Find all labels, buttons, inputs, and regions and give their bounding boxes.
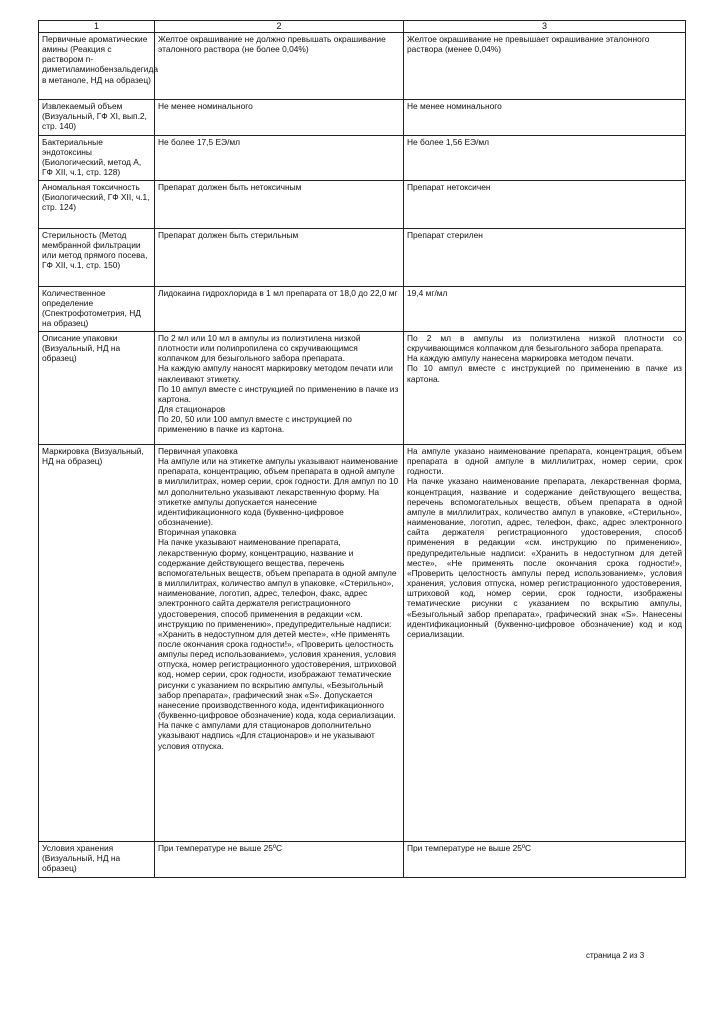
result-cell: Желтое окрашивание не превышает окрашивание эталонного раствора (менее 0,04%) bbox=[404, 33, 686, 100]
parameter-cell: Аномальная токсичность (Биологический, ГФ XII, ч.1, стр. 124) bbox=[39, 181, 155, 229]
norm-cell: Не менее номинального bbox=[155, 100, 404, 136]
column-header-3: 3 bbox=[404, 21, 686, 33]
table-row bbox=[39, 229, 686, 287]
result-cell: Препарат нетоксичен bbox=[404, 181, 686, 229]
norm-cell: Препарат должен быть стерильным bbox=[155, 229, 404, 287]
result-cell: 19,4 мг/мл bbox=[404, 287, 686, 332]
result-cell: На ампуле указано наименование препарата, концентрация, объем препарата в одной ампуле в миллилитрах, номер серии, срок годности. На пачке указано наименование препарата, лекарственная форма, концентрация, название и содержание действующего вещества, перечень вспомогательных веществ, объем препарата в одной ампуле в миллилитрах, количество ампул в упаковке, «Стерильно», наименование, логотип, адрес, телефон, факс, адрес электронного сайта держателя регистрационного удостоверения, способ применения в редакции «см. инструкцию по применению», предупредительные надписи: «Хранить в недоступном для детей месте», «Не применять после окончания срока годности!», «Проверить целостность ампулы перед использованием», условия хранения, условия отпуска, номер регистрационного удостоверения, штриховой код, номер серии, срок годности, изображены тематические рисунки с указанием по вскрытию ампулы, «Безыгольный забор препарата», графический знак «S». Нанесены идентификационный (буквенно-цифровое обозначение) код и код сериализации. bbox=[404, 445, 686, 842]
result-cell: По 2 мл в ампулы из полиэтилена низкой плотности со скручивающимся колпачком для безыгольного забора препарата. На каждую ампулу нанесена маркировка методом печати. По 10 ампул вместе с инструкцией по применению в пачке из картона. bbox=[404, 332, 686, 445]
table-row bbox=[39, 136, 686, 181]
result-cell: Не менее номинального bbox=[404, 100, 686, 136]
parameter-cell: Первичные ароматические амины (Реакция с раствором n-диметиламинобензальдегида в метаноле, НД на образец) bbox=[39, 33, 155, 100]
table-header-row bbox=[39, 21, 686, 33]
norm-cell: Препарат должен быть нетоксичным bbox=[155, 181, 404, 229]
table-row bbox=[39, 445, 686, 842]
table-row bbox=[39, 181, 686, 229]
parameter-cell: Условия хранения (Визуальный, НД на образец) bbox=[39, 842, 155, 878]
column-header-1: 1 bbox=[39, 21, 155, 33]
column-header-2: 2 bbox=[155, 21, 404, 33]
result-cell: Не более 1,56 ЕЭ/мл bbox=[404, 136, 686, 181]
norm-cell: Желтое окрашивание не должно превышать окрашивание эталонного раствора (не более 0,04%) bbox=[155, 33, 404, 100]
specification-table bbox=[38, 20, 686, 878]
norm-cell: При температуре не выше 25ºС bbox=[155, 842, 404, 878]
parameter-cell: Маркировка (Визуальный, НД на образец) bbox=[39, 445, 155, 842]
norm-cell: Не более 17,5 ЕЭ/мл bbox=[155, 136, 404, 181]
result-cell: При температуре не выше 25ºС bbox=[404, 842, 686, 878]
table-row bbox=[39, 332, 686, 445]
table-row bbox=[39, 100, 686, 136]
parameter-cell: Бактериальные эндотоксины (Биологический, метод А, ГФ XII, ч.1, стр. 128) bbox=[39, 136, 155, 181]
result-cell: Препарат стерилен bbox=[404, 229, 686, 287]
parameter-cell: Описание упаковки (Визуальный, НД на образец) bbox=[39, 332, 155, 445]
parameter-cell: Стерильность (Метод мембранной фильтрации или метод прямого посева, ГФ XII, ч.1, стр. 150) bbox=[39, 229, 155, 287]
parameter-cell: Извлекаемый объем (Визуальный, ГФ XI, вып.2, стр. 140) bbox=[39, 100, 155, 136]
table-row bbox=[39, 33, 686, 100]
norm-cell: Первичная упаковка На ампуле или на этикетке ампулы указывают наименование препарата, концентрацию, объем препарата в одной ампуле в миллилитрах, номер серии, срок годности. Для ампул по 10 мл дополнительно указывают лекарственную форму. На этикетке ампулы допускается нанесение идентификационного кода (буквенно-цифровое обозначение). Вторичная упаковка На пачке указывают наименование препарата, лекарственную форму, концентрацию, название и содержание действующего вещества, перечень вспомогательных веществ, объем препарата в одной ампуле в миллилитрах, количество ампул в упаковке, «Стерильно», наименование, логотип, адрес, телефон, факс, адрес электронного сайта держателя регистрационного удостоверения, способ применения в редакции «см. инструкцию по применению», предупредительные надписи: «Хранить в недоступном для детей месте», «Не применять после окончания срока годности!», «Проверить целостность ампулы перед использованием», условия хранения, условия отпуска, номер регистрационного удостоверения, штриховой код, номер серии, срок годности, изображают тематические рисунки с указанием по вскрытию ампулы, «Безыгольный забор препарата», графический знак «S». Допускается нанесение производственного кода, идентификационного (буквенно-цифровое обозначение) кода, кода сериализации. На пачке с ампулами для стационаров дополнительно указывают надпись «Для стационаров» и не указывают условия отпуска. bbox=[155, 445, 404, 842]
norm-cell: Лидокаина гидрохлорида в 1 мл препарата от 18,0 до 22,0 мг bbox=[155, 287, 404, 332]
norm-cell: По 2 мл или 10 мл в ампулы из полиэтилена низкой плотности или полипропилена со скручивающимся колпачком для безыгольного забора препарата. На каждую ампулу наносят маркировку методом печати или наклеивают этикетку. По 10 ампул вместе с инструкцией по применению в пачке из картона. Для стационаров По 20, 50 или 100 ампул вместе с инструкцией по применению в пачке из картона. bbox=[155, 332, 404, 445]
table-row bbox=[39, 287, 686, 332]
table-row bbox=[39, 842, 686, 878]
parameter-cell: Количественное определение (Спектрофотометрия, НД на образец) bbox=[39, 287, 155, 332]
page-number: страница 2 из 3 bbox=[586, 951, 645, 960]
